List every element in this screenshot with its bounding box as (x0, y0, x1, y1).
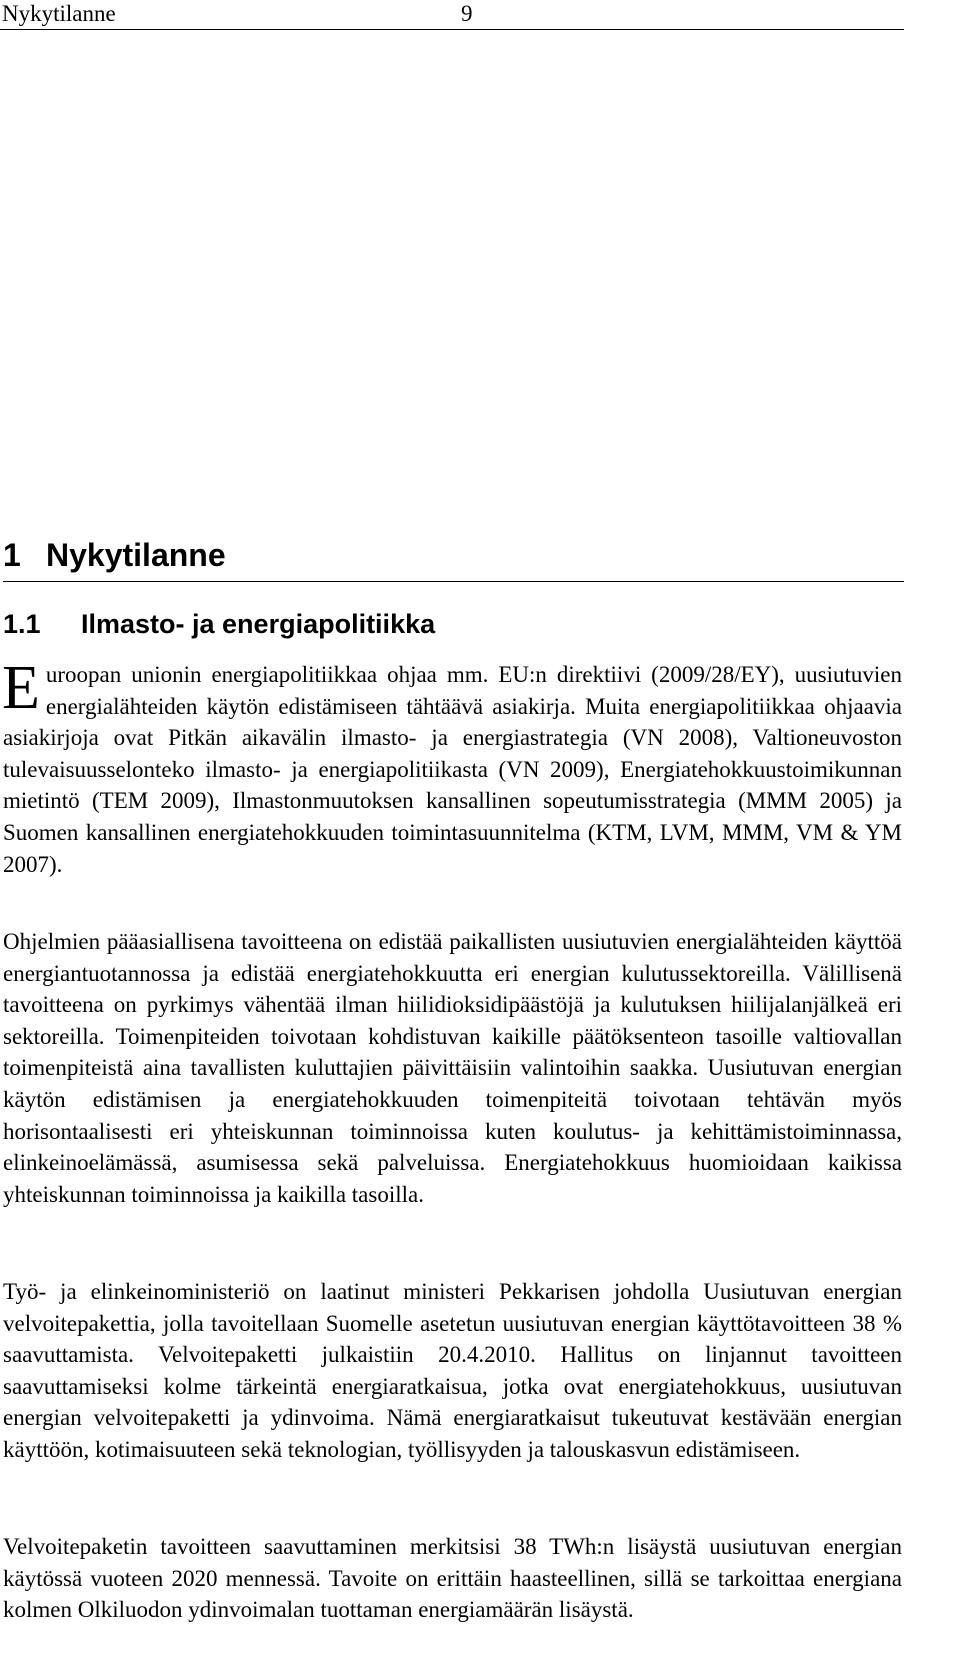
paragraph-1-text: uroopan unionin energiapolitiikkaa ohjaa mm. EU:n direktiivi (2009/28/EY), uusiutuvien energialähteiden käytön edistämiseen tähtäävä asiakirja. Muita energiapolitiikkaa ohjaavia asiakirjoja ovat Pitkän aikavälin ilmasto- ja energiastrategia (VN 2008), Valtioneuvoston tulevaisuusselonteko ilmasto- ja energiapolitiikasta (VN 2009), Energiatehokkuustoimikunnan mietintö (TEM 2009), Ilmastonmuutoksen kansallinen sopeutumisstrategia (MMM 2005) ja Suomen kansallinen energiatehokkuuden toimintasuunnitelma (KTM, LVM, MMM, VM & YM 2007). (3, 662, 902, 877)
drop-cap: E (2, 654, 40, 722)
header-title: Nykytilanne (2, 1, 116, 26)
section-heading (3, 533, 904, 582)
running-header (0, 0, 904, 30)
paragraph-1 (2, 654, 902, 880)
subsection-heading (3, 607, 904, 643)
paragraph-4: Velvoitepaketin tavoitteen saavuttaminen merkitsisi 38 TWh:n lisäystä uusiutuvan energian käytössä vuoteen 2020 mennessä. Tavoite on erittäin haasteellinen, sillä se tarkoittaa energiana kolmen Olkiluodon ydinvoimalan tuottaman energiamäärän lisäystä. (3, 1534, 902, 1623)
section-number: 1 (3, 537, 21, 573)
subsection-number: 1.1 (3, 609, 41, 639)
subsection-title: Ilmasto- ja energiapolitiikka (81, 609, 436, 639)
section-title: Nykytilanne (46, 537, 226, 573)
paragraph-3: Työ- ja elinkeinoministeriö on laatinut ministeri Pekkarisen johdolla Uusiutuvan energian velvoitepakettia, jolla tavoitellaan Suomelle asetetun uusiutuvan energian käyttötavoitteen 38 % saavuttamista. Velvoitepaketti julkaistiin 20.4.2010. Hallitus on linjannut tavoitteen saavuttamiseksi kolme tärkeintä energiaratkaisua, jotka ovat energiatehokkuus, uusiutuvan energian velvoitepaketti ja ydinvoima. Nämä energiaratkaisut tukeutuvat kestävään energian käyttöön, kotimaisuuteen sekä teknologian, työllisyyden ja talouskasvun edistämiseen. (3, 1279, 902, 1462)
paragraph-2: Ohjelmien pääasiallisena tavoitteena on edistää paikallisten uusiutuvien energialähteiden käyttöä energiantuotannossa ja edistää energiatehokkuutta eri energian kulutussektoreilla. Välillisenä tavoitteena on pyrkimys vähentää ilman hiilidioksidipäästöjä ja kulutuksen hiilijalanjälkeä eri sektoreilla. Toimenpiteiden toivotaan kohdistuvan kaikille päätöksenteon tasoille valtiovallan toimenpiteistä aina tavallisten kuluttajien päivittäisiin valintoihin saakka. Uusiutuvan energian käytön edistämisen ja energiatehokkuuden toimenpiteitä toivotaan tehtävän myös horisontaalisesti eri yhteiskunnan toiminnoissa kuten koulutus- ja kehittämistoiminnassa, elinkeinoelämässä, asumisessa sekä palveluissa. Energiatehokkuus huomioidaan kaikissa yhteiskunnan toiminnoissa ja kaikilla tasoilla. (3, 929, 902, 1207)
page-number: 9 (461, 1, 473, 26)
